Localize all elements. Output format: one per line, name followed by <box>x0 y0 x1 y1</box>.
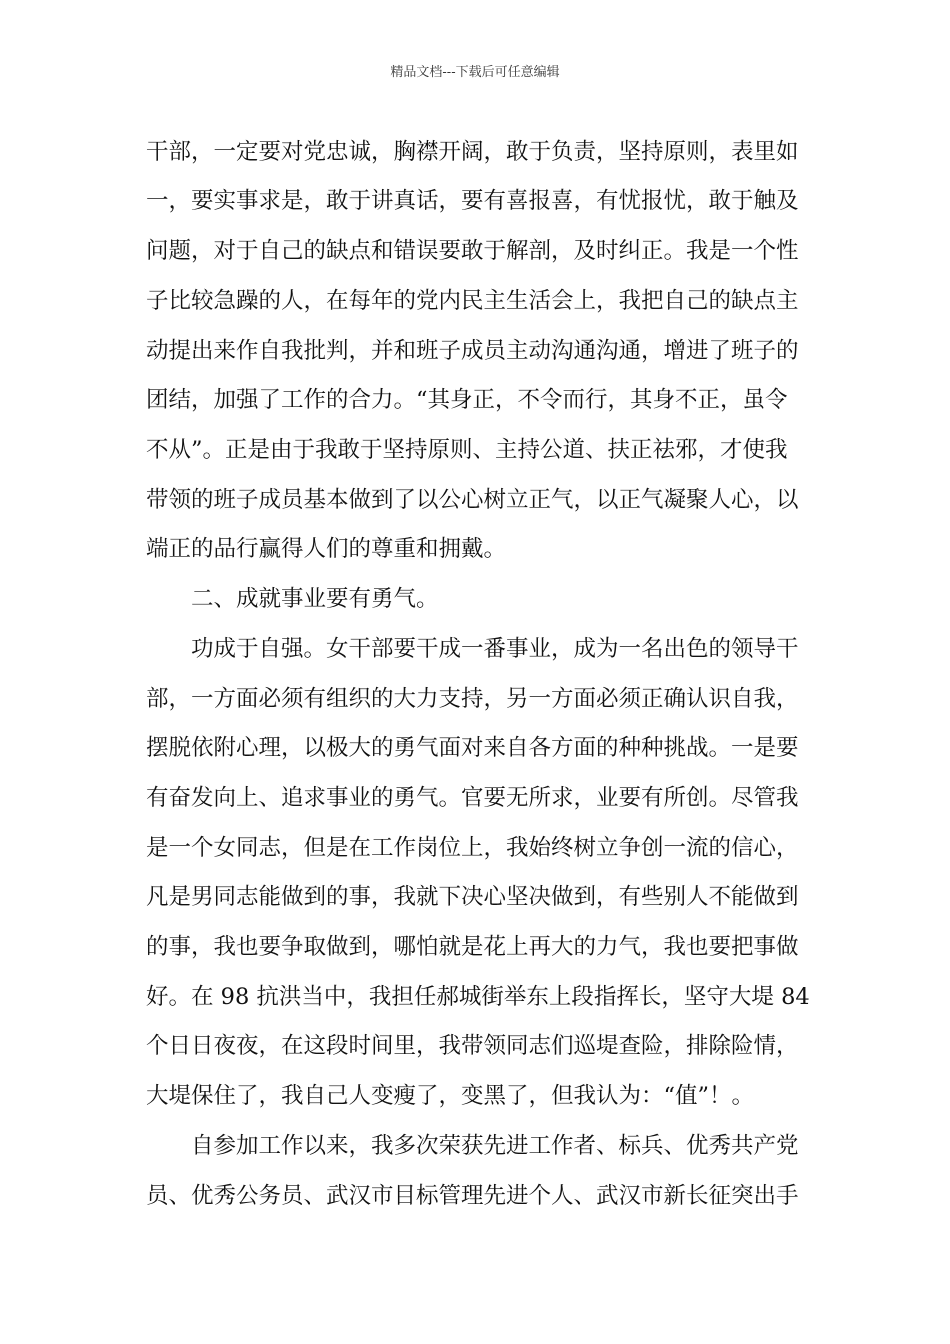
page-header: 精品文档---下载后可任意编辑 <box>390 65 560 80</box>
text-line-13: 摆脱依附心理，以极大的勇气面对来自各方面的种种挑战。一是要 <box>146 735 799 761</box>
text-line-14: 有奋发向上、追求事业的勇气。官要无所求，业要有所创。尽管我 <box>146 785 799 811</box>
text-line-12: 部，一方面必须有组织的大力支持，另一方面必须正确认识自我， <box>146 686 799 712</box>
text-line-4: 子比较急躁的人，在每年的党内民主生活会上，我把自己的缺点主 <box>146 288 799 314</box>
text-line-3: 问题，对于自己的缺点和错误要敢于解剖，及时纠正。我是一个性 <box>146 238 799 264</box>
text-line-16: 凡是男同志能做到的事，我就下决心坚决做到，有些别人不能做到 <box>146 884 799 910</box>
text-line-15: 是一个女同志，但是在工作岗位上，我始终树立争创一流的信心， <box>146 835 799 861</box>
text-line-6: 团结，加强了工作的合力。“其身正，不令而行，其身不正，虽令 <box>146 387 788 413</box>
text-line-9: 端正的品行赢得人们的尊重和拥戴。 <box>146 536 507 562</box>
text-line-19: 个日日夜夜，在这段时间里，我带领同志们巡堤查险，排除险情， <box>146 1033 799 1059</box>
text-line-17: 的事，我也要争取做到，哪怕就是花上再大的力气，我也要把事做 <box>146 934 799 960</box>
text-line-18: 好。在 98 抗洪当中，我担任郝城街举东上段指挥长，坚守大堤 84 <box>146 984 810 1010</box>
text-line-22: 员、优秀公务员、武汉市目标管理先进个人、武汉市新长征突出手 <box>146 1183 799 1209</box>
text-line-8: 带领的班子成员基本做到了以公心树立正气，以正气凝聚人心，以 <box>146 487 799 513</box>
text-line-20: 大堤保住了，我自己人变瘦了，变黑了，但我认为：“值”！。 <box>146 1083 755 1109</box>
section-heading: 二、成就事业要有勇气。 <box>191 586 439 612</box>
text-line-1: 干部，一定要对党忠诚，胸襟开阔，敢于负责，坚持原则，表里如 <box>146 139 799 165</box>
text-line-2: 一，要实事求是，敢于讲真话，要有喜报喜，有忧报忧，敢于触及 <box>146 188 799 214</box>
text-line-5: 动提出来作自我批判，并和班子成员主动沟通沟通，增进了班子的 <box>146 338 799 364</box>
text-line-11: 功成于自强。女干部要干成一番事业，成为一名出色的领导干 <box>191 636 799 662</box>
text-line-7: 不从”。正是由于我敢于坚持原则、主持公道、扶正祛邪，才使我 <box>146 437 788 463</box>
text-line-21: 自参加工作以来，我多次荣获先进工作者、标兵、优秀共产党 <box>191 1133 799 1159</box>
